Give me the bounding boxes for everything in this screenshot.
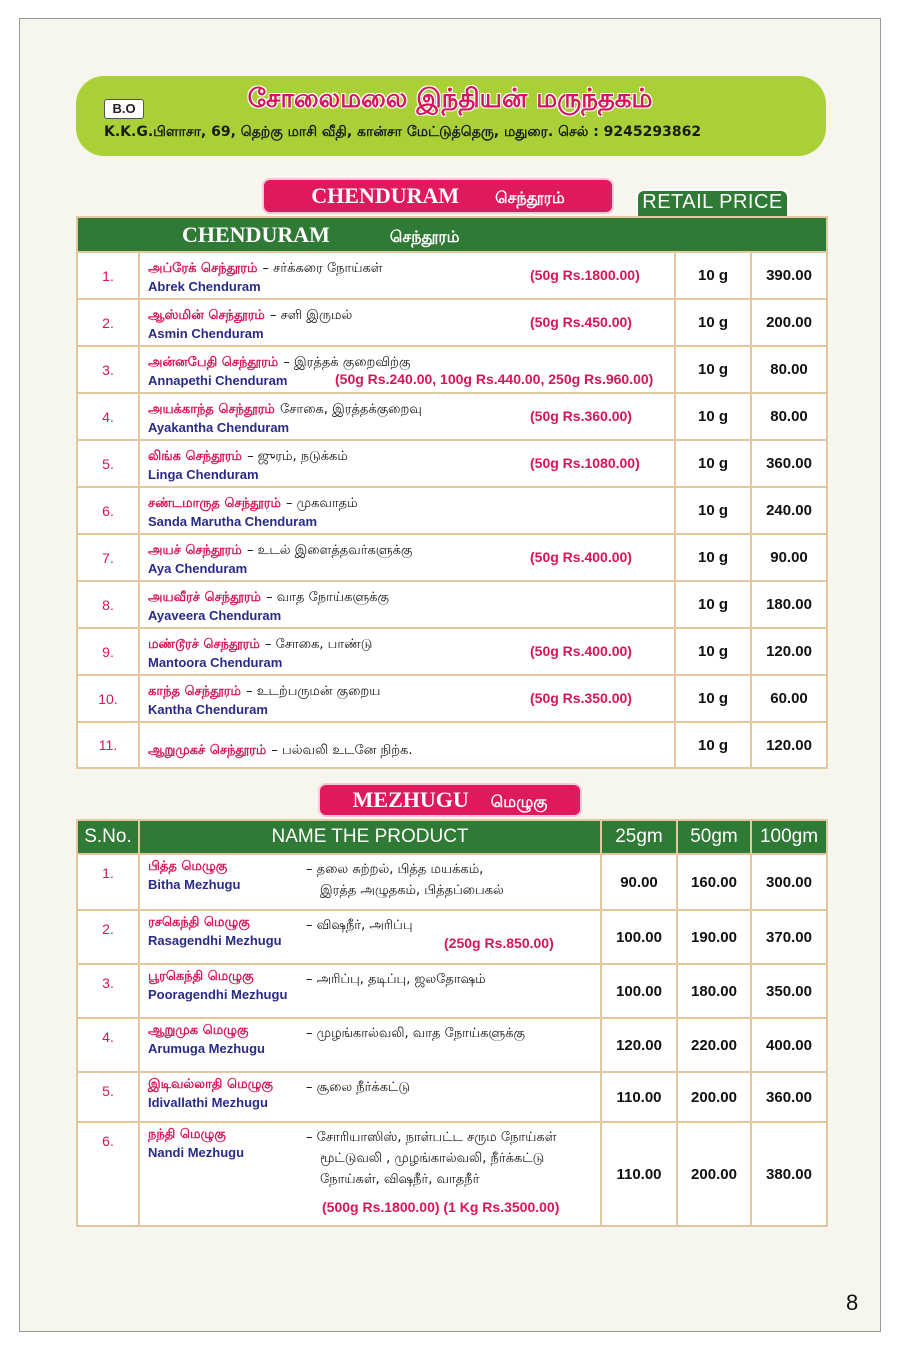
product-quantity: 10 g: [675, 346, 751, 393]
product-name-cell: [139, 964, 601, 1018]
product-description: – அரிப்பு, தடிப்பு, ஜலதோஷம்: [306, 972, 486, 987]
product-english-name: Bitha Mezhugu: [148, 877, 241, 892]
chenduram-row: [77, 299, 827, 346]
product-name-cell: [139, 440, 675, 487]
price-50gm: 180.00: [677, 964, 751, 1018]
product-name-cell: [139, 252, 675, 299]
product-retail-price: 60.00: [751, 675, 827, 722]
chenduram-row: [77, 581, 827, 628]
product-description-line-3: நோய்கள், விஷநீர், வாதநீர்: [320, 1172, 480, 1187]
product-name-cell: [139, 910, 601, 964]
product-english-name: Kantha Chenduram: [148, 702, 268, 717]
product-tamil-name: ஆஸ்மின் செந்தூரம்: [148, 308, 265, 323]
row-serial-number: 1.: [77, 854, 139, 910]
column-header-name: NAME THE PRODUCT: [139, 820, 601, 854]
row-serial-number: 8.: [77, 581, 139, 628]
pack-price-note: (500g Rs.1800.00) (1 Kg Rs.3500.00): [322, 1199, 560, 1215]
chenduram-row: [77, 252, 827, 299]
product-description: – சோகை, பாண்டு: [264, 637, 373, 652]
chenduram-pill-ta: செந்தூரம்: [495, 188, 565, 207]
product-retail-price: 80.00: [751, 346, 827, 393]
product-quantity: 10 g: [675, 534, 751, 581]
product-quantity: 10 g: [675, 628, 751, 675]
product-retail-price: 120.00: [751, 722, 827, 768]
column-header-50gm: 50gm: [677, 820, 751, 854]
pack-price-note: (50g Rs.450.00): [530, 314, 632, 330]
product-description-line-2: இரத்த அழுதகம், பித்தப்பைகல்: [320, 883, 504, 898]
product-tamil-name: ஆறுமுக மெழுகு: [148, 1023, 249, 1038]
product-name-cell: [139, 628, 675, 675]
price-50gm: 220.00: [677, 1018, 751, 1072]
product-tamil-name: இடிவல்லாதி மெழுகு: [148, 1077, 273, 1092]
price-25gm: 100.00: [601, 910, 677, 964]
mezhugu-row: [77, 854, 827, 910]
price-25gm: 110.00: [601, 1122, 677, 1226]
product-description: – உடல் இளைத்தவர்களுக்கு: [246, 543, 413, 558]
price-100gm: 360.00: [751, 1072, 827, 1122]
product-tamil-name: அப்ரேக் செந்தூரம்: [148, 261, 258, 276]
pack-price-note: (50g Rs.240.00, 100g Rs.440.00, 250g Rs.960.00): [335, 371, 654, 387]
product-tamil-name: ஆறுமுகச் செந்தூரம்: [148, 743, 267, 758]
price-100gm: 350.00: [751, 964, 827, 1018]
product-quantity: 10 g: [675, 722, 751, 768]
price-100gm: 300.00: [751, 854, 827, 910]
chenduram-table-title-row: [77, 217, 827, 252]
pack-price-note: (250g Rs.850.00): [444, 935, 554, 951]
product-quantity: 10 g: [675, 487, 751, 534]
product-name-cell: [139, 854, 601, 910]
product-retail-price: 240.00: [751, 487, 827, 534]
product-tamil-name: அயவீரச் செந்தூரம்: [148, 590, 262, 605]
product-retail-price: 80.00: [751, 393, 827, 440]
product-english-name: Linga Chenduram: [148, 467, 259, 482]
price-100gm: 400.00: [751, 1018, 827, 1072]
mezhugu-pill-en: MEZHUGU: [352, 787, 469, 812]
product-tamil-name: அயச் செந்தூரம்: [148, 543, 242, 558]
product-description: – இரத்தக் குறைவிற்கு: [283, 355, 411, 370]
mezhugu-row: [77, 1072, 827, 1122]
product-description: – தலை சுற்றல், பித்த மயக்கம்,: [306, 862, 484, 877]
product-retail-price: 200.00: [751, 299, 827, 346]
mezhugu-section-pill: [318, 783, 582, 817]
product-english-name: Annapethi Chenduram: [148, 373, 288, 388]
row-serial-number: 2.: [77, 910, 139, 964]
row-serial-number: 4.: [77, 1018, 139, 1072]
product-retail-price: 180.00: [751, 581, 827, 628]
row-serial-number: 10.: [77, 675, 139, 722]
shop-name: சோலைமலை இந்தியன் மருந்தகம்: [247, 84, 653, 114]
row-serial-number: 9.: [77, 628, 139, 675]
shop-address: K.K.G.பிளாசா, 69, தெற்கு மாசி வீதி, கான்சா மேட்டுத்தெரு, மதுரை. செல் : 9245293862: [104, 124, 702, 140]
chenduram-table-title: [77, 217, 827, 252]
row-serial-number: 6.: [77, 487, 139, 534]
pack-price-note: (50g Rs.360.00): [530, 408, 632, 424]
chenduram-row: [77, 722, 827, 768]
product-english-name: Aya Chenduram: [148, 561, 248, 576]
row-serial-number: 11.: [77, 722, 139, 768]
product-description: – முழங்கால்வலி, வாத நோய்களுக்கு: [306, 1026, 525, 1041]
product-name-cell: [139, 534, 675, 581]
product-quantity: 10 g: [675, 581, 751, 628]
pack-price-note: (50g Rs.350.00): [530, 690, 632, 706]
product-quantity: 10 g: [675, 299, 751, 346]
product-tamil-name: அயக்காந்த செந்தூரம்: [148, 402, 275, 417]
mezhugu-row: [77, 1018, 827, 1072]
product-retail-price: 90.00: [751, 534, 827, 581]
product-name-cell: [139, 581, 675, 628]
price-100gm: 370.00: [751, 910, 827, 964]
chenduram-row: [77, 487, 827, 534]
product-tamil-name: மண்டூரச் செந்தூரம்: [148, 637, 260, 652]
pack-price-note: (50g Rs.1080.00): [530, 455, 640, 471]
column-header-100gm: 100gm: [751, 820, 827, 854]
pack-price-note: (50g Rs.400.00): [530, 549, 632, 565]
product-tamil-name: சண்டமாருத செந்தூரம்: [148, 496, 281, 511]
mezhugu-row: [77, 1122, 827, 1226]
product-description: – பல்வலி உடனே நிற்க.: [271, 743, 413, 758]
pack-price-note: (50g Rs.1800.00): [530, 267, 640, 283]
column-header-sno: S.No.: [77, 820, 139, 854]
product-tamil-name: அன்னபேதி செந்தூரம்: [148, 355, 279, 370]
row-serial-number: 4.: [77, 393, 139, 440]
chenduram-row: [77, 534, 827, 581]
chenduram-row: [77, 346, 827, 393]
product-description: – முகவாதம்: [286, 496, 358, 511]
row-serial-number: 6.: [77, 1122, 139, 1226]
product-quantity: 10 g: [675, 252, 751, 299]
product-english-name: Ayaveera Chenduram: [148, 608, 282, 623]
product-description: – விஷநீர், அரிப்பு: [306, 918, 413, 933]
product-description: – உடற்பருமன் குறைய: [246, 684, 381, 699]
product-description: – ஜுரம், நடுக்கம்: [247, 449, 348, 464]
product-english-name: Nandi Mezhugu: [148, 1145, 245, 1160]
product-name-cell: [139, 1072, 601, 1122]
product-name-cell: [139, 393, 675, 440]
product-english-name: Ayakantha Chenduram: [148, 420, 290, 435]
product-description-line-2: மூட்டுவலி , முழங்கால்வலி, நீர்க்கட்டு: [320, 1151, 545, 1166]
mezhugu-pill-ta: மெழுகு: [490, 792, 548, 811]
product-english-name: Rasagendhi Mezhugu: [148, 933, 282, 948]
product-english-name: Asmin Chenduram: [148, 326, 264, 341]
product-english-name: Abrek Chenduram: [148, 279, 261, 294]
product-name-cell: [139, 1122, 601, 1226]
row-serial-number: 5.: [77, 1072, 139, 1122]
chenduram-row: [77, 675, 827, 722]
product-retail-price: 390.00: [751, 252, 827, 299]
product-description: – சளி இருமல்: [269, 308, 353, 323]
chenduram-section-pill: [262, 178, 614, 214]
product-name-cell: [139, 1018, 601, 1072]
chenduram-table: [76, 216, 828, 769]
product-description: – சர்க்கரை நோய்கள்: [262, 261, 383, 276]
chenduram-row: [77, 393, 827, 440]
row-serial-number: 3.: [77, 964, 139, 1018]
row-serial-number: 3.: [77, 346, 139, 393]
product-retail-price: 360.00: [751, 440, 827, 487]
product-description: – சூலை நீர்க்கட்டு: [306, 1080, 410, 1095]
retail-price-label: RETAIL PRICE: [636, 189, 789, 219]
product-tamil-name: பூரகெந்தி மெழுகு: [148, 969, 254, 984]
mezhugu-row: [77, 964, 827, 1018]
mezhugu-header-row: [77, 820, 827, 854]
product-name-cell: [139, 487, 675, 534]
chenduram-title-ta: செந்தூரம்: [389, 226, 460, 246]
product-tamil-name: ரசகெந்தி மெழுகு: [148, 915, 250, 930]
product-tamil-name: லிங்க செந்தூரம்: [148, 449, 243, 464]
product-retail-price: 120.00: [751, 628, 827, 675]
product-description: – சோரியாஸிஸ், நாள்பட்ட சரும நோய்கள்: [306, 1130, 557, 1145]
price-50gm: 200.00: [677, 1122, 751, 1226]
price-25gm: 90.00: [601, 854, 677, 910]
product-name-cell: [139, 675, 675, 722]
price-50gm: 160.00: [677, 854, 751, 910]
product-name-cell: [139, 722, 675, 768]
price-25gm: 120.00: [601, 1018, 677, 1072]
row-serial-number: 2.: [77, 299, 139, 346]
page-number: 8: [846, 1290, 859, 1315]
row-serial-number: 7.: [77, 534, 139, 581]
chenduram-row: [77, 440, 827, 487]
product-tamil-name: பித்த மெழுகு: [148, 859, 228, 874]
price-50gm: 190.00: [677, 910, 751, 964]
product-english-name: Arumuga Mezhugu: [148, 1041, 265, 1056]
mezhugu-table: [76, 819, 828, 1227]
product-quantity: 10 g: [675, 440, 751, 487]
product-name-cell: [139, 299, 675, 346]
product-name-cell: [139, 346, 675, 393]
product-english-name: Sanda Marutha Chenduram: [148, 514, 318, 529]
product-tamil-name: நந்தி மெழுகு: [148, 1127, 226, 1142]
product-english-name: Mantoora Chenduram: [148, 655, 283, 670]
product-quantity: 10 g: [675, 393, 751, 440]
price-50gm: 200.00: [677, 1072, 751, 1122]
chenduram-pill-en: CHENDURAM: [311, 183, 460, 208]
product-english-name: Idivallathi Mezhugu: [148, 1095, 268, 1110]
branch-office-badge: B.O: [104, 99, 144, 119]
product-english-name: Pooragendhi Mezhugu: [148, 987, 288, 1002]
row-serial-number: 1.: [77, 252, 139, 299]
product-tamil-name: காந்த செந்தூரம்: [148, 684, 241, 699]
price-25gm: 110.00: [601, 1072, 677, 1122]
product-description: சோகை, இரத்தக்குறைவு: [279, 402, 422, 417]
price-25gm: 100.00: [601, 964, 677, 1018]
product-quantity: 10 g: [675, 675, 751, 722]
pack-price-note: (50g Rs.400.00): [530, 643, 632, 659]
chenduram-row: [77, 628, 827, 675]
product-description: – வாத நோய்களுக்கு: [266, 590, 389, 605]
chenduram-title-en: CHENDURAM: [182, 221, 330, 247]
price-100gm: 380.00: [751, 1122, 827, 1226]
row-serial-number: 5.: [77, 440, 139, 487]
mezhugu-row: [77, 910, 827, 964]
column-header-25gm: 25gm: [601, 820, 677, 854]
